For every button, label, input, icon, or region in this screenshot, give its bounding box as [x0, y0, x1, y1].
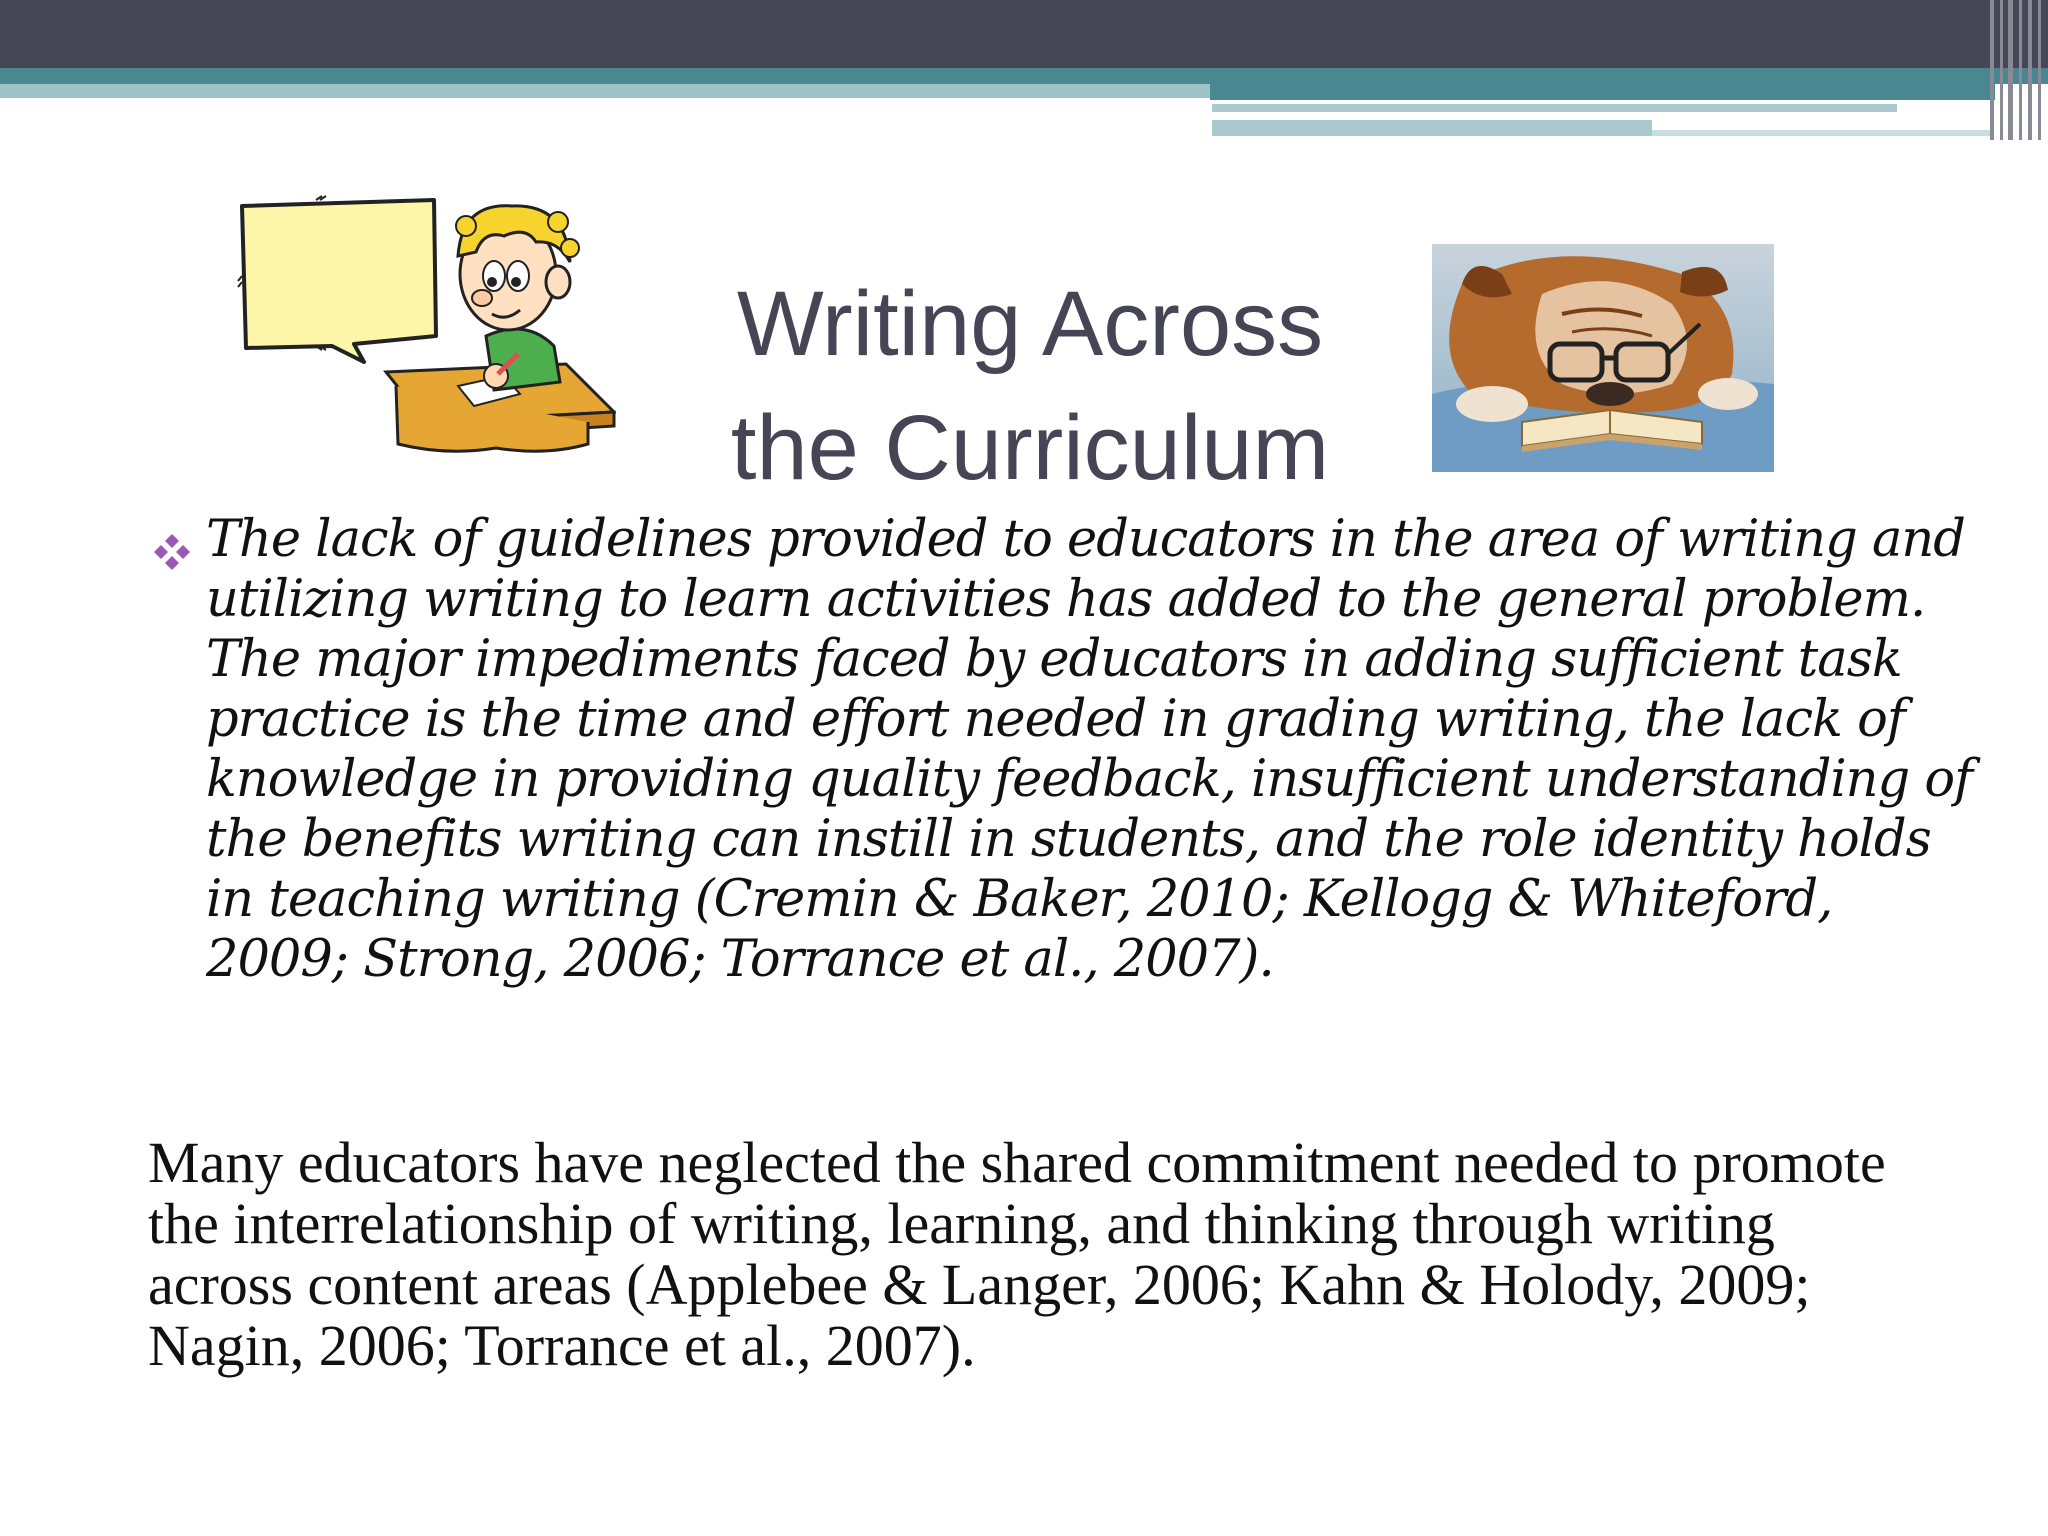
- header-band-right-pale: [1652, 130, 1992, 136]
- header-band-teal: [0, 68, 2048, 84]
- kid-writing-clipart: [236, 186, 616, 462]
- header-band-right-light: [1212, 120, 1652, 136]
- bullet-item: [152, 510, 1972, 990]
- header-band-right-thin: [1212, 104, 1897, 112]
- slide-title-line-1: Writing Across: [736, 273, 1324, 375]
- bullet-text: The lack of guidelines provided to educators in the area of writing and utilizing writing to learn activities has added to the general problem. The major impediments faced by educators in adding sufficient task practice is the time and effort needed in grading writing, the lack of knowledge in providing quality feedback, insufficient understanding of the benefits writing can instill in students, and the role identity holds in teaching writing (Cremin & Baker, 2010; Kellogg & Whiteford, 2009; Strong, 2006; Torrance et al., 2007).: [206, 510, 1972, 989]
- header-band-right-teal: [1210, 84, 1995, 100]
- header-band-dark: [0, 0, 2048, 68]
- slide-title: [650, 262, 1410, 510]
- slide-title-line-2: the Curriculum: [730, 397, 1330, 499]
- body-paragraph: Many educators have neglected the shared commitment needed to promote the interrelationship of writing, learning, and thinking through writing across content areas (Applebee & Langer, 2006; Kahn & Holody, 2009; Nagin, 2006; Torrance et al., 2007).: [148, 1130, 1886, 1378]
- header-stripes: [1986, 0, 2048, 140]
- header-band-light: [0, 84, 1210, 98]
- bulldog-reading-clipart: [1432, 244, 1774, 472]
- four-diamond-bullet-icon: [152, 532, 192, 572]
